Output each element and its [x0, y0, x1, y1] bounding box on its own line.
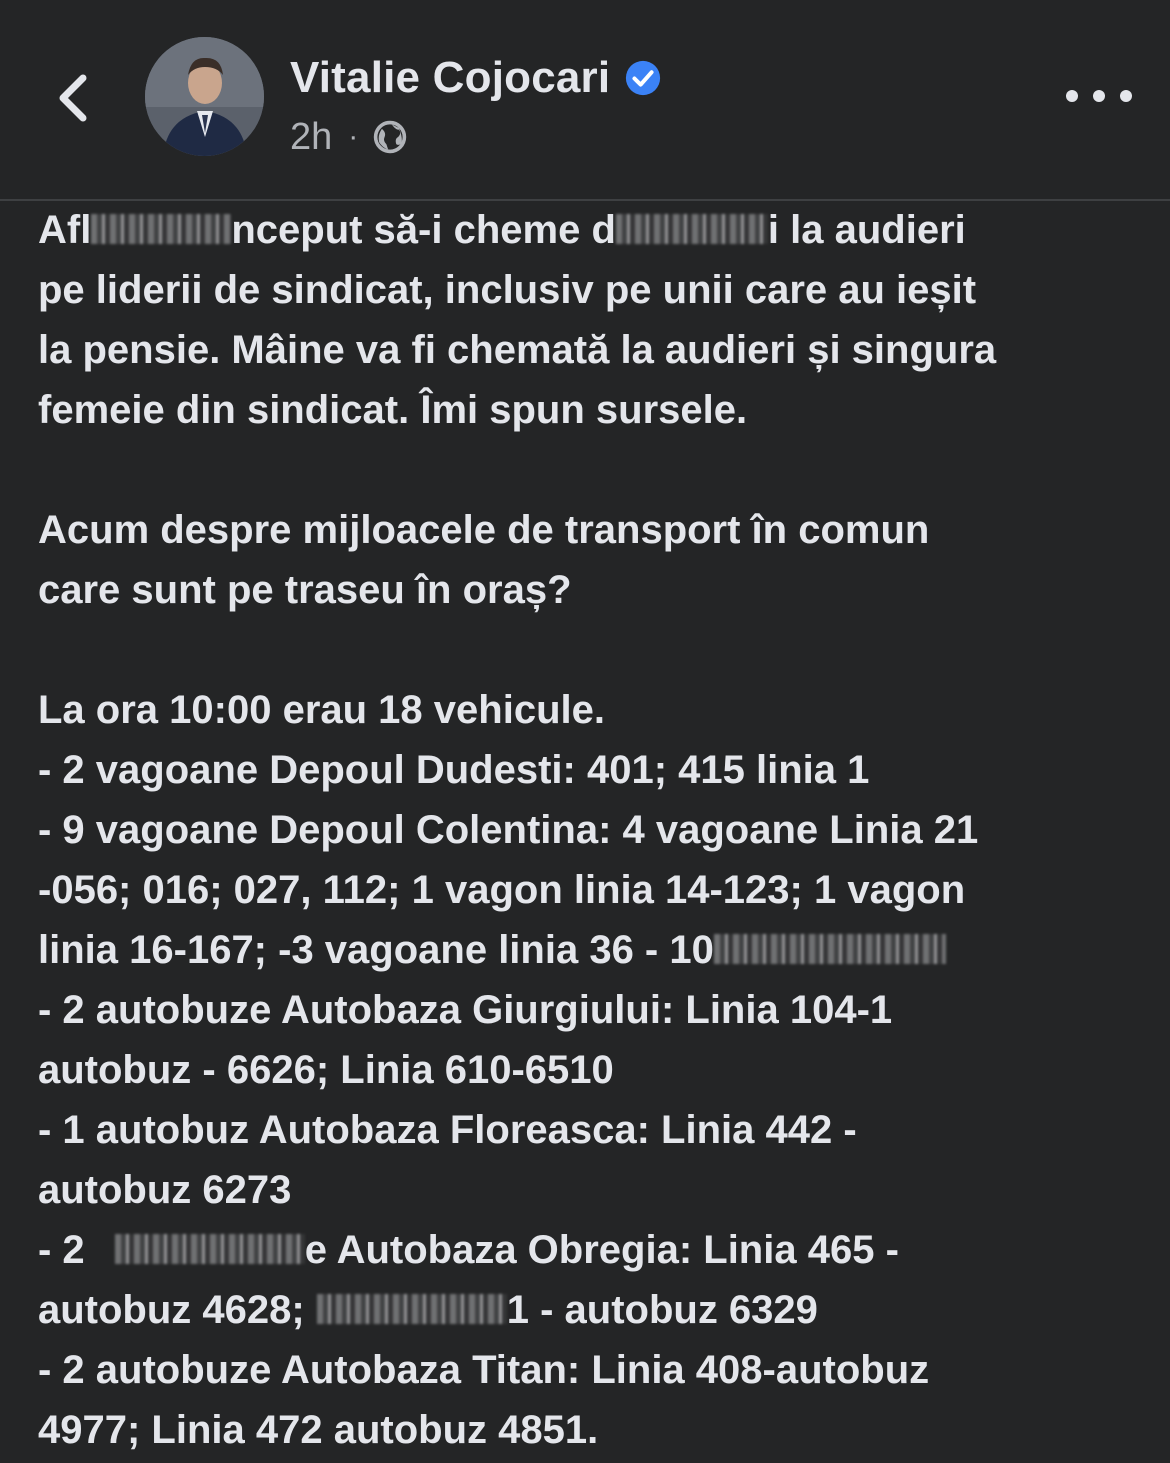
avatar[interactable] — [145, 37, 264, 156]
post-text-segment: autobuz 4628; — [38, 1288, 305, 1332]
post-line: - 2 autobuze Autobaza Giurgiului: Linia 104-1 — [38, 988, 893, 1032]
post-text-segment: Afl — [38, 208, 92, 252]
post-line: femeie din sindicat. Îmi spun sursele. — [38, 388, 748, 432]
post-line: - 1 autobuz Autobaza Floreasca: Linia 442 - — [38, 1108, 857, 1152]
post-line: La ora 10:00 erau 18 vehicule. — [38, 688, 605, 732]
redaction — [91, 214, 231, 244]
post-text-segment: 1 - autobuz 6329 — [506, 1288, 818, 1332]
post-line: pe liderii de sindicat, inclusiv pe unii care au ieșit — [38, 268, 977, 312]
more-dot — [1120, 90, 1132, 102]
post-line: - 2 vagoane Depoul Dudesti: 401; 415 linia 1 — [38, 748, 870, 792]
post-line: - 9 vagoane Depoul Colentina: 4 vagoane Linia 21 — [38, 808, 979, 852]
post-line: autobuz - 6626; Linia 610-6510 — [38, 1048, 614, 1092]
author-row — [290, 52, 662, 104]
avatar-image — [145, 37, 264, 156]
paragraph-break — [38, 620, 1148, 680]
post-text-segment: linia 16-167; -3 vagoane linia 36 - 10 — [38, 928, 714, 972]
more-dot — [1093, 90, 1105, 102]
post-line — [38, 1220, 1148, 1280]
redaction — [115, 1234, 305, 1264]
author-name[interactable]: Vitalie Cojocari — [290, 53, 611, 102]
post-meta — [290, 112, 408, 162]
post-text-segment: e Autobaza Obregia: Linia 465 - — [304, 1228, 899, 1272]
timestamp[interactable]: 2h — [290, 115, 333, 158]
post-line — [38, 920, 1148, 980]
post-line: Acum despre mijloacele de transport în comun — [38, 508, 930, 552]
post-line: -056; 016; 027, 112; 1 vagon linia 14-123; 1 vagon — [38, 868, 966, 912]
post-text — [38, 200, 1148, 1460]
post-text-segment: i la audieri — [767, 208, 966, 252]
redaction — [616, 214, 768, 244]
post-line: la pensie. Mâine va fi chemată la audieri și singura — [38, 328, 997, 372]
paragraph-break — [38, 440, 1148, 500]
verified-badge-icon — [624, 59, 662, 97]
chevron-left-icon — [53, 72, 93, 124]
post-text-segment: nceput să-i cheme d — [231, 208, 616, 252]
post-header — [0, 0, 1170, 199]
redaction — [714, 934, 946, 964]
post-line: - 2 autobuze Autobaza Titan: Linia 408-autobuz — [38, 1348, 930, 1392]
post-line — [38, 200, 1148, 260]
more-options-button[interactable] — [1066, 78, 1132, 114]
globe-icon — [372, 119, 408, 155]
post-line: 4977; Linia 472 autobuz 4851. — [38, 1408, 599, 1452]
back-button[interactable] — [38, 58, 108, 138]
redaction — [317, 1294, 507, 1324]
post-line — [38, 1280, 1148, 1340]
post-line: care sunt pe traseu în oraș? — [38, 568, 572, 612]
meta-separator: · — [348, 120, 359, 153]
more-dot — [1066, 90, 1078, 102]
post-text-segment: - 2 — [38, 1228, 85, 1272]
post-line: autobuz 6273 — [38, 1168, 292, 1212]
